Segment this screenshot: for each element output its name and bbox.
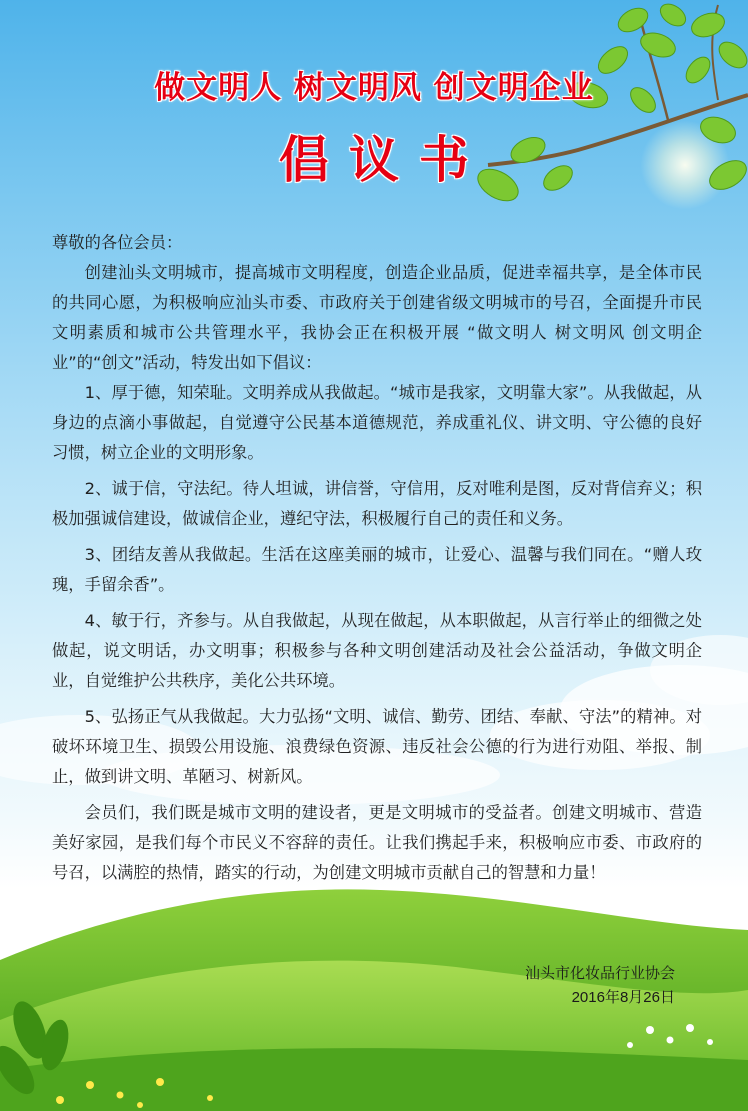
intro-paragraph: 创建汕头文明城市，提高城市文明程度，创造企业品质，促进幸福共享，是全体市民的共同心愿，为积极响应汕头市委、市政府关于创建省级文明城市的号召，全面提升市民文明素质和城市公共管理水平，我协会正在积极开展 “做文明人 树文明风 创文明企业”的“创文”活动，特发出如下倡议：: [52, 263, 702, 372]
proposal-item-2: 2、诚于信，守法纪。待人坦诚，讲信誉，守信用，反对唯利是图，反对背信弃义；积极加强诚信建设，做诚信企业，遵纪守法，积极履行自己的责任和义务。: [52, 479, 702, 528]
poster-subtitle: 倡议书: [279, 130, 489, 189]
proposal-item-4: 4、敏于行，齐参与。从自我做起，从现在做起，从本职做起，从言行举止的细微之处做起，说文明话，办文明事；积极参与各种文明创建活动及社会公益活动，争做文明企业，自觉维护公共秩序，美化公共环境。: [52, 611, 702, 690]
proposal-item-1: 1、厚于德，知荣耻。文明养成从我做起。“城市是我家，文明靠大家”。从我做起，从身边的点滴小事做起，自觉遵守公民基本道德规范，养成重礼仪、讲文明、守公德的良好习惯，树立企业的文明形象。: [52, 383, 702, 462]
salutation: 尊敬的各位会员：: [52, 233, 183, 252]
signature-organization: 汕头市化妆品行业协会: [524, 965, 675, 982]
signature-block: [470, 962, 675, 1010]
signature-date: 2016年8月26日: [571, 989, 675, 1006]
proposal-item-5: 5、弘扬正气从我做起。大力弘扬“文明、诚信、勤劳、团结、奉献、守法”的精神。对破坏环境卫生、损毁公用设施、浪费绿色资源、违反社会公德的行为进行劝阻、举报、制止，做到讲文明、革陋习、树新风。: [52, 707, 702, 786]
poster-title: 做文明人 树文明风 创文明企业: [154, 70, 594, 106]
letter-body: [52, 228, 702, 888]
proposal-item-3: 3、团结友善从我做起。生活在这座美丽的城市，让爱心、温馨与我们同在。“赠人玫瑰，手留余香”。: [52, 545, 702, 594]
closing-paragraph: 会员们，我们既是城市文明的建设者，更是文明城市的受益者。创建文明城市、营造美好家园，是我们每个市民义不容辞的责任。让我们携起手来，积极响应市委、市政府的号召，以满腔的热情，踏实的行动，为创建文明城市贡献自己的智慧和力量！: [52, 803, 702, 882]
